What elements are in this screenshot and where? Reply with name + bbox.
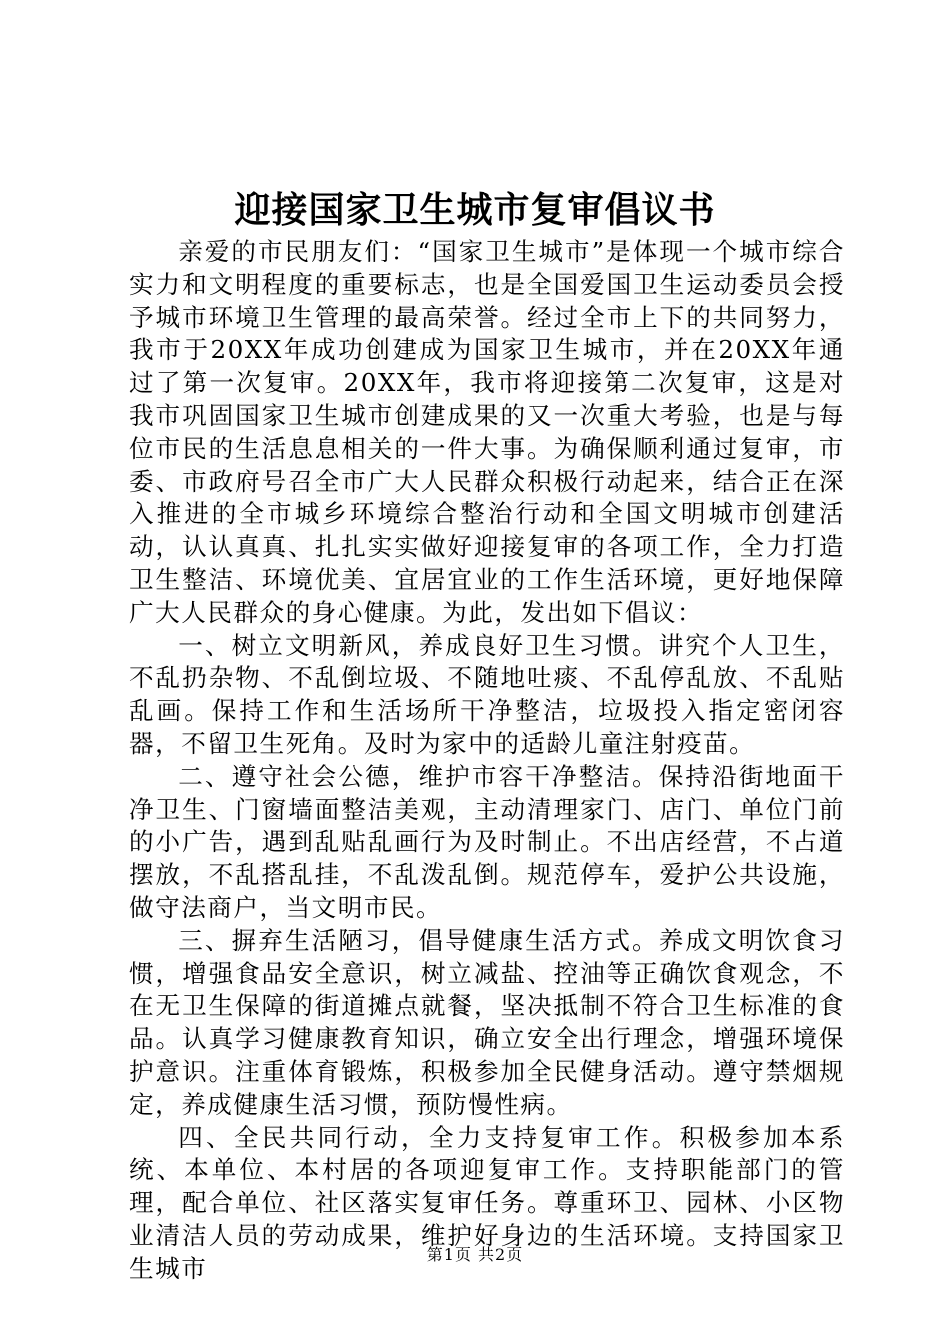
paragraph-item-2: 二、遵守社会公德，维护市容干净整洁。保持沿街地面干净卫生、门窗墙面整洁美观，主动清理家门、店门、单位门前的小广告，遇到乱贴乱画行为及时制止。不出店经营，不占道摆放，不乱搭乱挂，不乱泼乱倒。规范停车，爱护公共设施，做守法商户，当文明市民。	[129, 761, 845, 922]
paragraph-item-1: 一、树立文明新风，养成良好卫生习惯。讲究个人卫生，不乱扔杂物、不乱倒垃圾、不随地吐痰、不乱停乱放、不乱贴乱画。保持工作和生活场所干净整洁，垃圾投入指定密闭容器，不留卫生死角。及时为家中的适龄儿童注射疫苗。	[129, 630, 845, 758]
document-title: 迎接国家卫生城市复审倡议书	[234, 189, 716, 231]
paragraph-item-4: 四、全民共同行动，全力支持复审工作。积极参加本系统、本单位、本村居的各项迎复审工作。支持职能部门的管理，配合单位、社区落实复审任务。尊重环卫、园林、小区物业清洁人员的劳动成果，维护好身边的生活环境。支持国家卫生城市	[129, 1122, 845, 1283]
paragraph-item-3: 三、摒弃生活陋习，倡导健康生活方式。养成文明饮食习惯，增强食品安全意识，树立减盐、控油等正确饮食观念，不在无卫生保障的街道摊点就餐，坚决抵制不符合卫生标准的食品。认真学习健康教育知识，确立安全出行理念，增强环境保护意识。注重体育锻炼，积极参加全民健身活动。遵守禁烟规定，养成健康生活习惯，预防慢性病。	[129, 925, 845, 1119]
paragraph-intro: 亲爱的市民朋友们：“国家卫生城市”是体现一个城市综合实力和文明程度的重要标志，也是全国爱国卫生运动委员会授予城市环境卫生管理的最高荣誉。经过全市上下的共同努力，我市于20XX年成功创建成为国家卫生城市，并在20XX年通过了第一次复审。20XX年，我市将迎接第二次复审，这是对我市巩固国家卫生城市创建成果的又一次重大考验，也是与每位市民的生活息息相关的一件大事。为确保顺利通过复审，市委、市政府号召全市广大人民群众积极行动起来，结合正在深入推进的全市城乡环境综合整治行动和全国文明城市创建活动，认认真真、扎扎实实做好迎接复审的各项工作，全力打造卫生整洁、环境优美、宜居宜业的工作生活环境，更好地保障广大人民群众的身心健康。为此，发出如下倡议：	[129, 237, 845, 627]
page-footer: 第1页 共2页	[426, 1245, 524, 1264]
document-body	[129, 236, 845, 1286]
